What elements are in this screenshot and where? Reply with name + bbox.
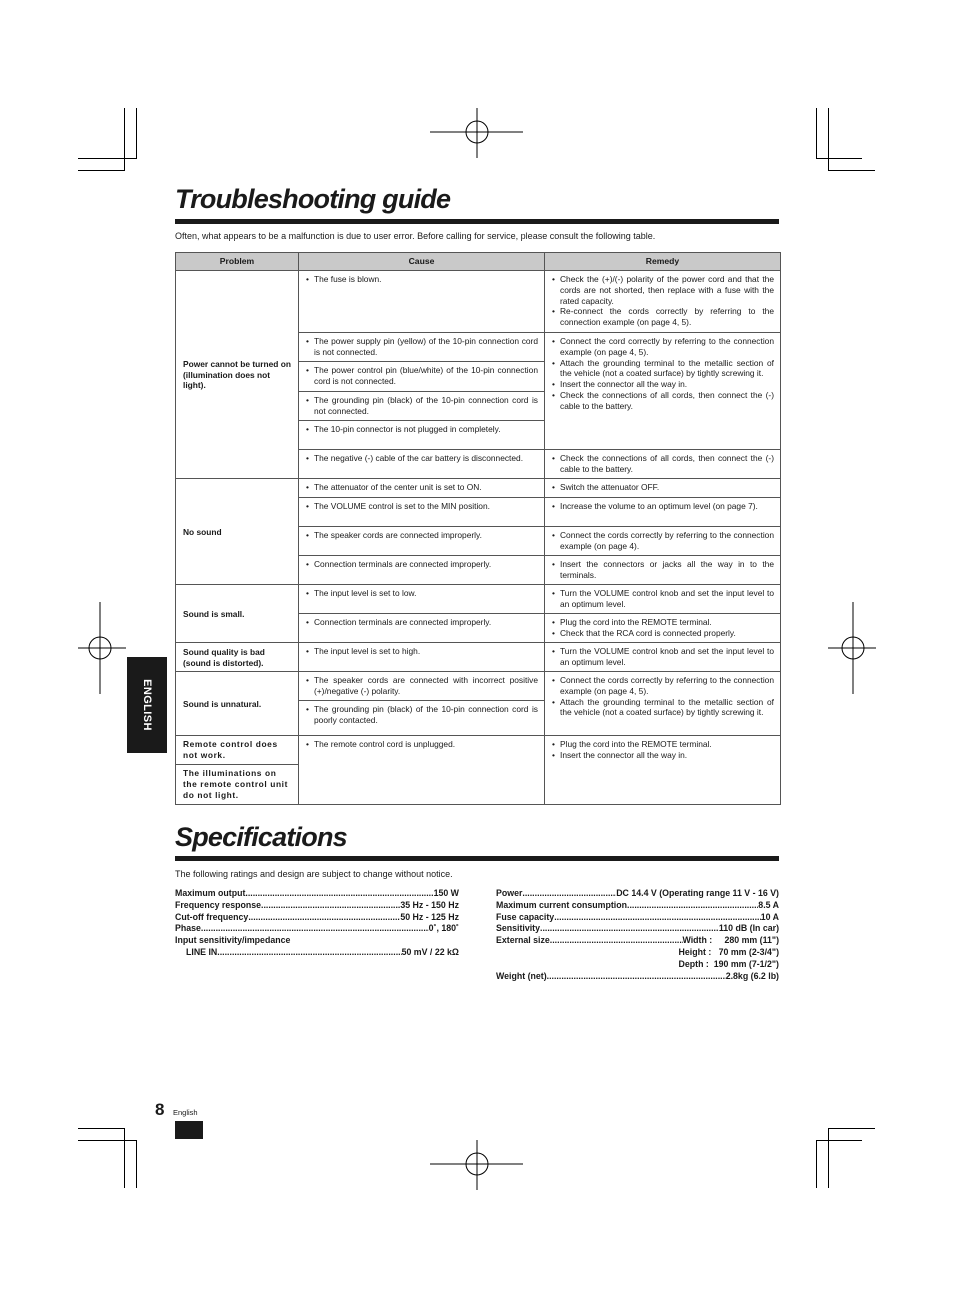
spec-row [175,923,459,935]
problem-sound-small: Sound is small. [176,585,299,643]
language-side-tab [127,657,167,753]
remedy-text: • Switch the attenuator OFF. [551,482,774,493]
remedy-text: • Increase the volume to an optimum level (on page 7). [551,501,774,512]
cause-text: • The fuse is blown. [305,274,538,285]
cause-text: • The power control pin (blue/white) of the 10-pin connection cord is not connected. [305,365,538,387]
remedy-cell [545,527,781,556]
remedy-text: • Turn the VOLUME control knob and set the input level to an optimum level. [551,646,774,668]
cause-text: • The speaker cords are connected with incorrect positive (+)/negative (-) polarity. [305,675,538,697]
remedy-cell [545,614,781,643]
registration-mark-left [78,602,126,694]
cause-text: • The negative (-) cable of the car battery is disconnected. [305,453,538,464]
header-remedy: Remedy [545,253,781,271]
spec-value: 50 Hz - 125 Hz [400,911,459,922]
page-title: Troubleshooting guide [175,184,451,214]
spec-row [496,888,779,900]
spec-row [175,947,459,959]
cause-cell [299,527,545,556]
problem-no-sound: No sound [176,479,299,585]
cause-text: • Connection terminals are connected improperly. [305,617,538,628]
spec-row [496,971,779,983]
spec-value: Height : 70 mm (2-3/4") [678,946,779,957]
table-row [176,479,781,498]
cause-cell [299,333,545,362]
specifications-rule [175,856,779,861]
registration-mark-top [430,108,523,158]
cause-text: • The grounding pin (black) of the 10-pin connection cord is poorly contacted. [305,704,538,726]
remedy-cell [545,643,781,672]
cause-cell [299,479,545,498]
spec-value: Width : 280 mm (11") [682,935,779,946]
cause-cell [299,271,545,333]
cause-text: • The 10-pin connector is not plugged in completely. [305,424,538,435]
spec-row [175,912,459,924]
cause-cell [299,585,545,614]
cause-text: • The speaker cords are connected improperly. [305,530,538,541]
remedy-text: • Check the connections of all cords, then connect the (-) cable to the battery. [551,453,774,475]
remedy-cell [545,333,781,450]
problem-remote: Remote control does not work. [176,736,299,765]
cause-text: • Connection terminals are connected improperly. [305,559,538,570]
specifications-left-column [175,888,459,959]
header-problem: Problem [176,253,299,271]
cause-cell [299,736,545,805]
problem-sound-distorted: Sound quality is bad (sound is distorted). [176,643,299,672]
cause-cell [299,672,545,701]
table-row [176,736,781,765]
spec-row [496,923,779,935]
remedy-text: • Connect the cord correctly by referring to the connection example (on page 4, 5). [551,336,774,358]
spec-value: 0˚, 180˚ [428,923,459,934]
spec-value: 150 W [433,888,459,898]
remedy-cell [545,498,781,527]
footer-marker [175,1121,203,1139]
spec-label: Frequency response [175,899,262,910]
troubleshooting-table [175,252,781,805]
spec-label: Maximum output [175,888,246,898]
remedy-text: • Re-connect the cords correctly by referring to the connection example (on page 4, 5). [551,306,774,328]
spec-value: 50 mV / 22 kΩ [401,946,459,957]
remedy-cell [545,736,781,805]
remedy-text: • Attach the grounding terminal to the metallic section of the vehicle (not a coated surface) by tightly screwing it. [551,697,774,719]
cause-text: • The input level is set to high. [305,646,538,657]
title-rule [175,219,779,224]
remedy-cell [545,450,781,479]
spec-row [496,912,779,924]
spec-value: 8.5 A [758,899,779,910]
language-side-tab-label: ENGLISH [141,679,153,731]
problem-sound-unnatural: Sound is unnatural. [176,672,299,736]
spec-label: Fuse capacity [496,911,555,922]
spec-label: Sensitivity [496,923,541,934]
spec-row [175,935,459,947]
remedy-text: • Check the connections of all cords, then connect the (-) cable to the battery. [551,390,774,412]
footer-language: English [173,1108,198,1117]
cause-text: • The VOLUME control is set to the MIN position. [305,501,538,512]
remedy-text: • Plug the cord into the REMOTE terminal. [551,739,774,750]
remedy-cell [545,585,781,614]
remedy-cell [545,479,781,498]
remedy-text: • Insert the connectors or jacks all the way in to the terminals. [551,559,774,581]
cause-cell [299,701,545,736]
table-row [176,585,781,614]
cause-cell [299,362,545,392]
remedy-text: • Insert the connector all the way in. [551,750,774,761]
registration-mark-right [828,602,876,694]
spec-value: 110 dB (In car) [718,923,779,934]
spec-label: Maximum current consumption [496,899,627,910]
spec-row [496,935,779,947]
specifications-right-column [496,888,779,982]
remedy-cell [545,271,781,333]
table-row [176,672,781,701]
spec-label: External size [496,935,550,946]
cause-cell [299,614,545,643]
cause-cell [299,556,545,585]
cause-text: • The input level is set to low. [305,588,538,599]
spec-value: 35 Hz - 150 Hz [400,899,459,910]
spec-row [496,959,779,971]
spec-row [496,900,779,912]
spec-value: DC 14.4 V (Operating range 11 V - 16 V) [616,888,779,898]
remedy-cell [545,556,781,585]
spec-row [175,888,459,900]
remedy-text: • Attach the grounding terminal to the metallic section of the vehicle (not a coated surface) by tightly screwing it. [551,358,774,380]
spec-label: Input sensitivity/impedance [175,935,291,946]
spec-label: Cut-off frequency [175,911,249,922]
remedy-text: • Insert the connector all the way in. [551,379,774,390]
registration-mark-bottom [430,1140,523,1190]
specifications-title: Specifications [175,822,347,852]
spec-label: Phase [175,923,201,934]
cause-text: • The power supply pin (yellow) of the 10-pin connection cord is not connected. [305,336,538,358]
cause-cell [299,450,545,479]
spec-value: 10 A [760,911,779,922]
spec-value: 2.8kg (6.2 lb) [725,970,779,981]
table-row [176,643,781,672]
remedy-text: • Check that the RCA cord is connected properly. [551,628,774,639]
cause-cell [299,421,545,450]
cause-text: • The remote control cord is unplugged. [305,739,538,750]
cause-cell [299,643,545,672]
table-row [176,271,781,333]
spec-label: Power [496,888,523,898]
remedy-cell [545,672,781,736]
cause-text: • The attenuator of the center unit is set to ON. [305,482,538,493]
remedy-text: • Connect the cords correctly by referring to the connection example (on page 4). [551,530,774,552]
remedy-text: • Turn the VOLUME control knob and set the input level to an optimum level. [551,588,774,610]
table-header-row [176,253,781,271]
spec-row [175,900,459,912]
cause-cell [299,498,545,527]
spec-label: Weight (net) [496,970,547,981]
spec-row [496,947,779,959]
cause-cell [299,392,545,421]
remedy-text: • Check the (+)/(-) polarity of the power cord and that the cords are not shorted, then replace with a fuse with the rated capacity. [551,274,774,306]
header-cause: Cause [299,253,545,271]
troubleshooting-intro: Often, what appears to be a malfunction is due to user error. Before calling for service, please consult the following table. [175,231,656,241]
problem-no-power: Power cannot be turned on (illumination does not light). [176,271,299,479]
page-number: 8 [155,1100,165,1119]
problem-illumination: The illuminations on the remote control unit do not light. [176,765,299,805]
spec-value: Depth : 190 mm (7-1/2") [678,958,779,969]
remedy-text: • Plug the cord into the REMOTE terminal. [551,617,774,628]
remedy-text: • Connect the cords correctly by referring to the connection example (on page 4, 5). [551,675,774,697]
cause-text: • The grounding pin (black) of the 10-pin connection cord is not connected. [305,395,538,417]
spec-label: LINE IN [186,946,218,957]
specifications-intro: The following ratings and design are subject to change without notice. [175,869,453,879]
